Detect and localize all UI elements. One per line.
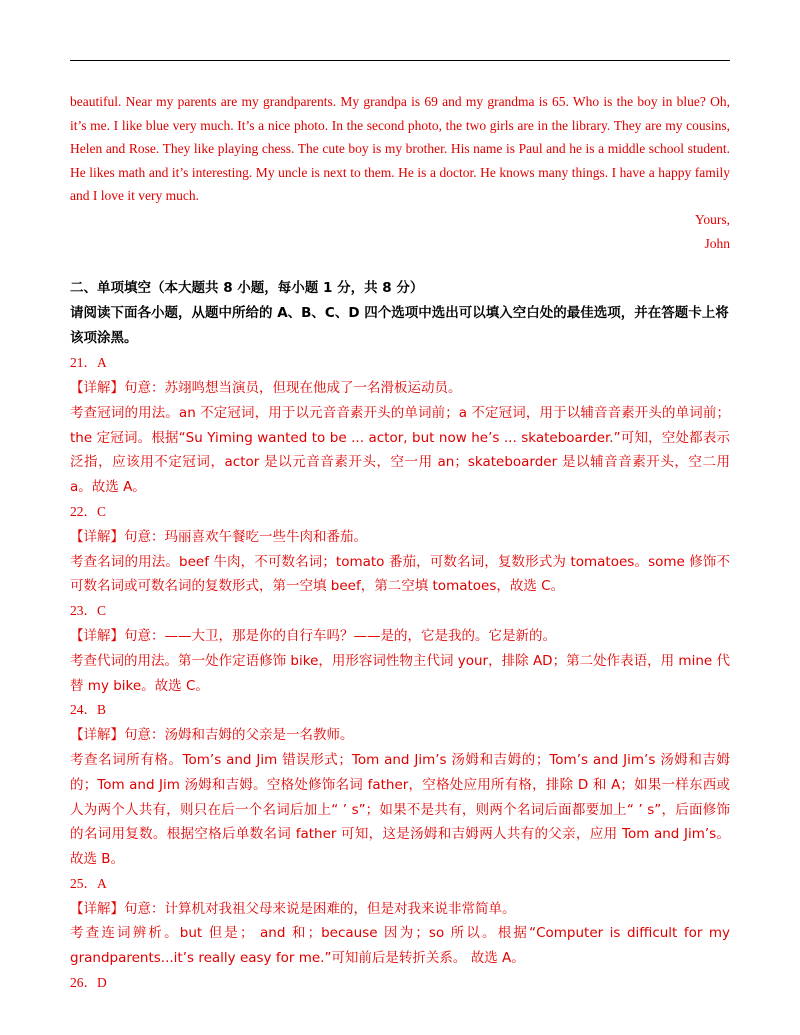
answer-detail: 【详解】句意：计算机对我祖父母来说是困难的，但是对我来说非常简单。 (70, 900, 516, 917)
answer-detail: 【详解】句意：苏翊鸣想当演员，但现在他成了一名滑板运动员。 (70, 379, 462, 396)
answer-item (70, 599, 730, 698)
passage-text: beautiful. Near my parents are my grandparents. My grandpa is 69 and my grandma is 65. Who is the boy in blue? Oh, it’s me. I like blue very much. It’s a nice photo. In the second photo, the two girls are in the library. They are my cousins, Helen and Rose. They like playing chess. The cute boy is my brother. His name is Paul and he is a middle school student. He likes math and it’s interesting. My uncle is next to them. He is a doctor. He knows many things. I have a happy family and I love it very much. (70, 94, 730, 204)
answer-analysis: 考查冠词的用法。an 不定冠词，用于以元音音素开头的单词前；a 不定冠词，用于以辅音音素开头的单词前；the 定冠词。根据“Su Yiming wanted to be ... actor, but now he’s ... skateboarder.”可知，空处都表示泛指，应该用不定冠词，actor 是以元音音素开头，空一用 an；skateboarder 是以辅音音素开头，空二用 a。故选 A。 (70, 404, 730, 496)
answer-number: 23．C (70, 603, 107, 619)
answer-item (70, 698, 730, 872)
answer-detail: 【详解】句意：汤姆和吉姆的父亲是一名教师。 (70, 727, 354, 744)
header-rule (70, 60, 730, 61)
answer-number: 26．D (70, 975, 107, 991)
answer-number: 22．C (70, 503, 107, 519)
answer-item (70, 351, 730, 500)
document-body (70, 90, 730, 996)
answer-analysis: 考查名词所有格。Tom’s and Jim 错误形式；Tom and Jim’s 汤姆和吉姆的；Tom’s and Jim’s 汤姆和吉姆的；Tom and Jim 汤姆和吉姆。空格处修饰名词 father，空格处应用所有格，排除 D 和 A；如果一样东西或人为两个人共有，则只在后一个名词后加上“ ’ s”；如果不是共有，则两个名词后面都要加上“ ’ s”，后面修饰的名词用复数。根据空格后单数名词 father 可知，这是汤姆和吉姆两人共有的父亲，应用 Tom and Jim’s。故选 B。 (70, 751, 730, 868)
answer-number: 21．A (70, 355, 107, 371)
answer-item (70, 971, 730, 996)
section-instructions: 请阅读下面各小题，从题中所给的 A、B、C、D 四个选项中选出可以填入空白处的最佳选项，并在答题卡上将该项涂黑。 (70, 305, 729, 347)
answer-item (70, 872, 730, 971)
answer-number: 25．A (70, 875, 107, 891)
section-title: 二、单项填空（本大题共 8 小题，每小题 1 分，共 8 分） (70, 280, 424, 297)
answer-analysis: 考查连词辨析。but 但是； and 和；because 因为；so 所以。根据“Computer is difficult for my grandparents...it’s really easy for me.”可知前后是转折关系。 故选 A。 (70, 925, 730, 967)
answer-number: 24．B (70, 702, 107, 718)
letter-signature: John (704, 235, 730, 251)
answer-analysis: 考查名词的用法。beef 牛肉，不可数名词；tomato 番茄，可数名词，复数形式为 tomatoes。some 修饰不可数名词或可数名词的复数形式，第一空填 beef，第二空填 tomatoes，故选 C。 (70, 553, 730, 595)
answer-detail: 【详解】句意：玛丽喜欢午餐吃一些牛肉和番茄。 (70, 528, 367, 545)
letter-closing: Yours, (694, 211, 730, 227)
answer-detail: 【详解】句意：——大卫，那是你的自行车吗？——是的，它是我的。它是新的。 (70, 627, 556, 644)
answer-analysis: 考查代词的用法。第一处作定语修饰 bike，用形容词性物主代词 your，排除 AD；第二处作表语，用 mine 代替 my bike。故选 C。 (70, 652, 730, 694)
answer-item (70, 500, 730, 599)
